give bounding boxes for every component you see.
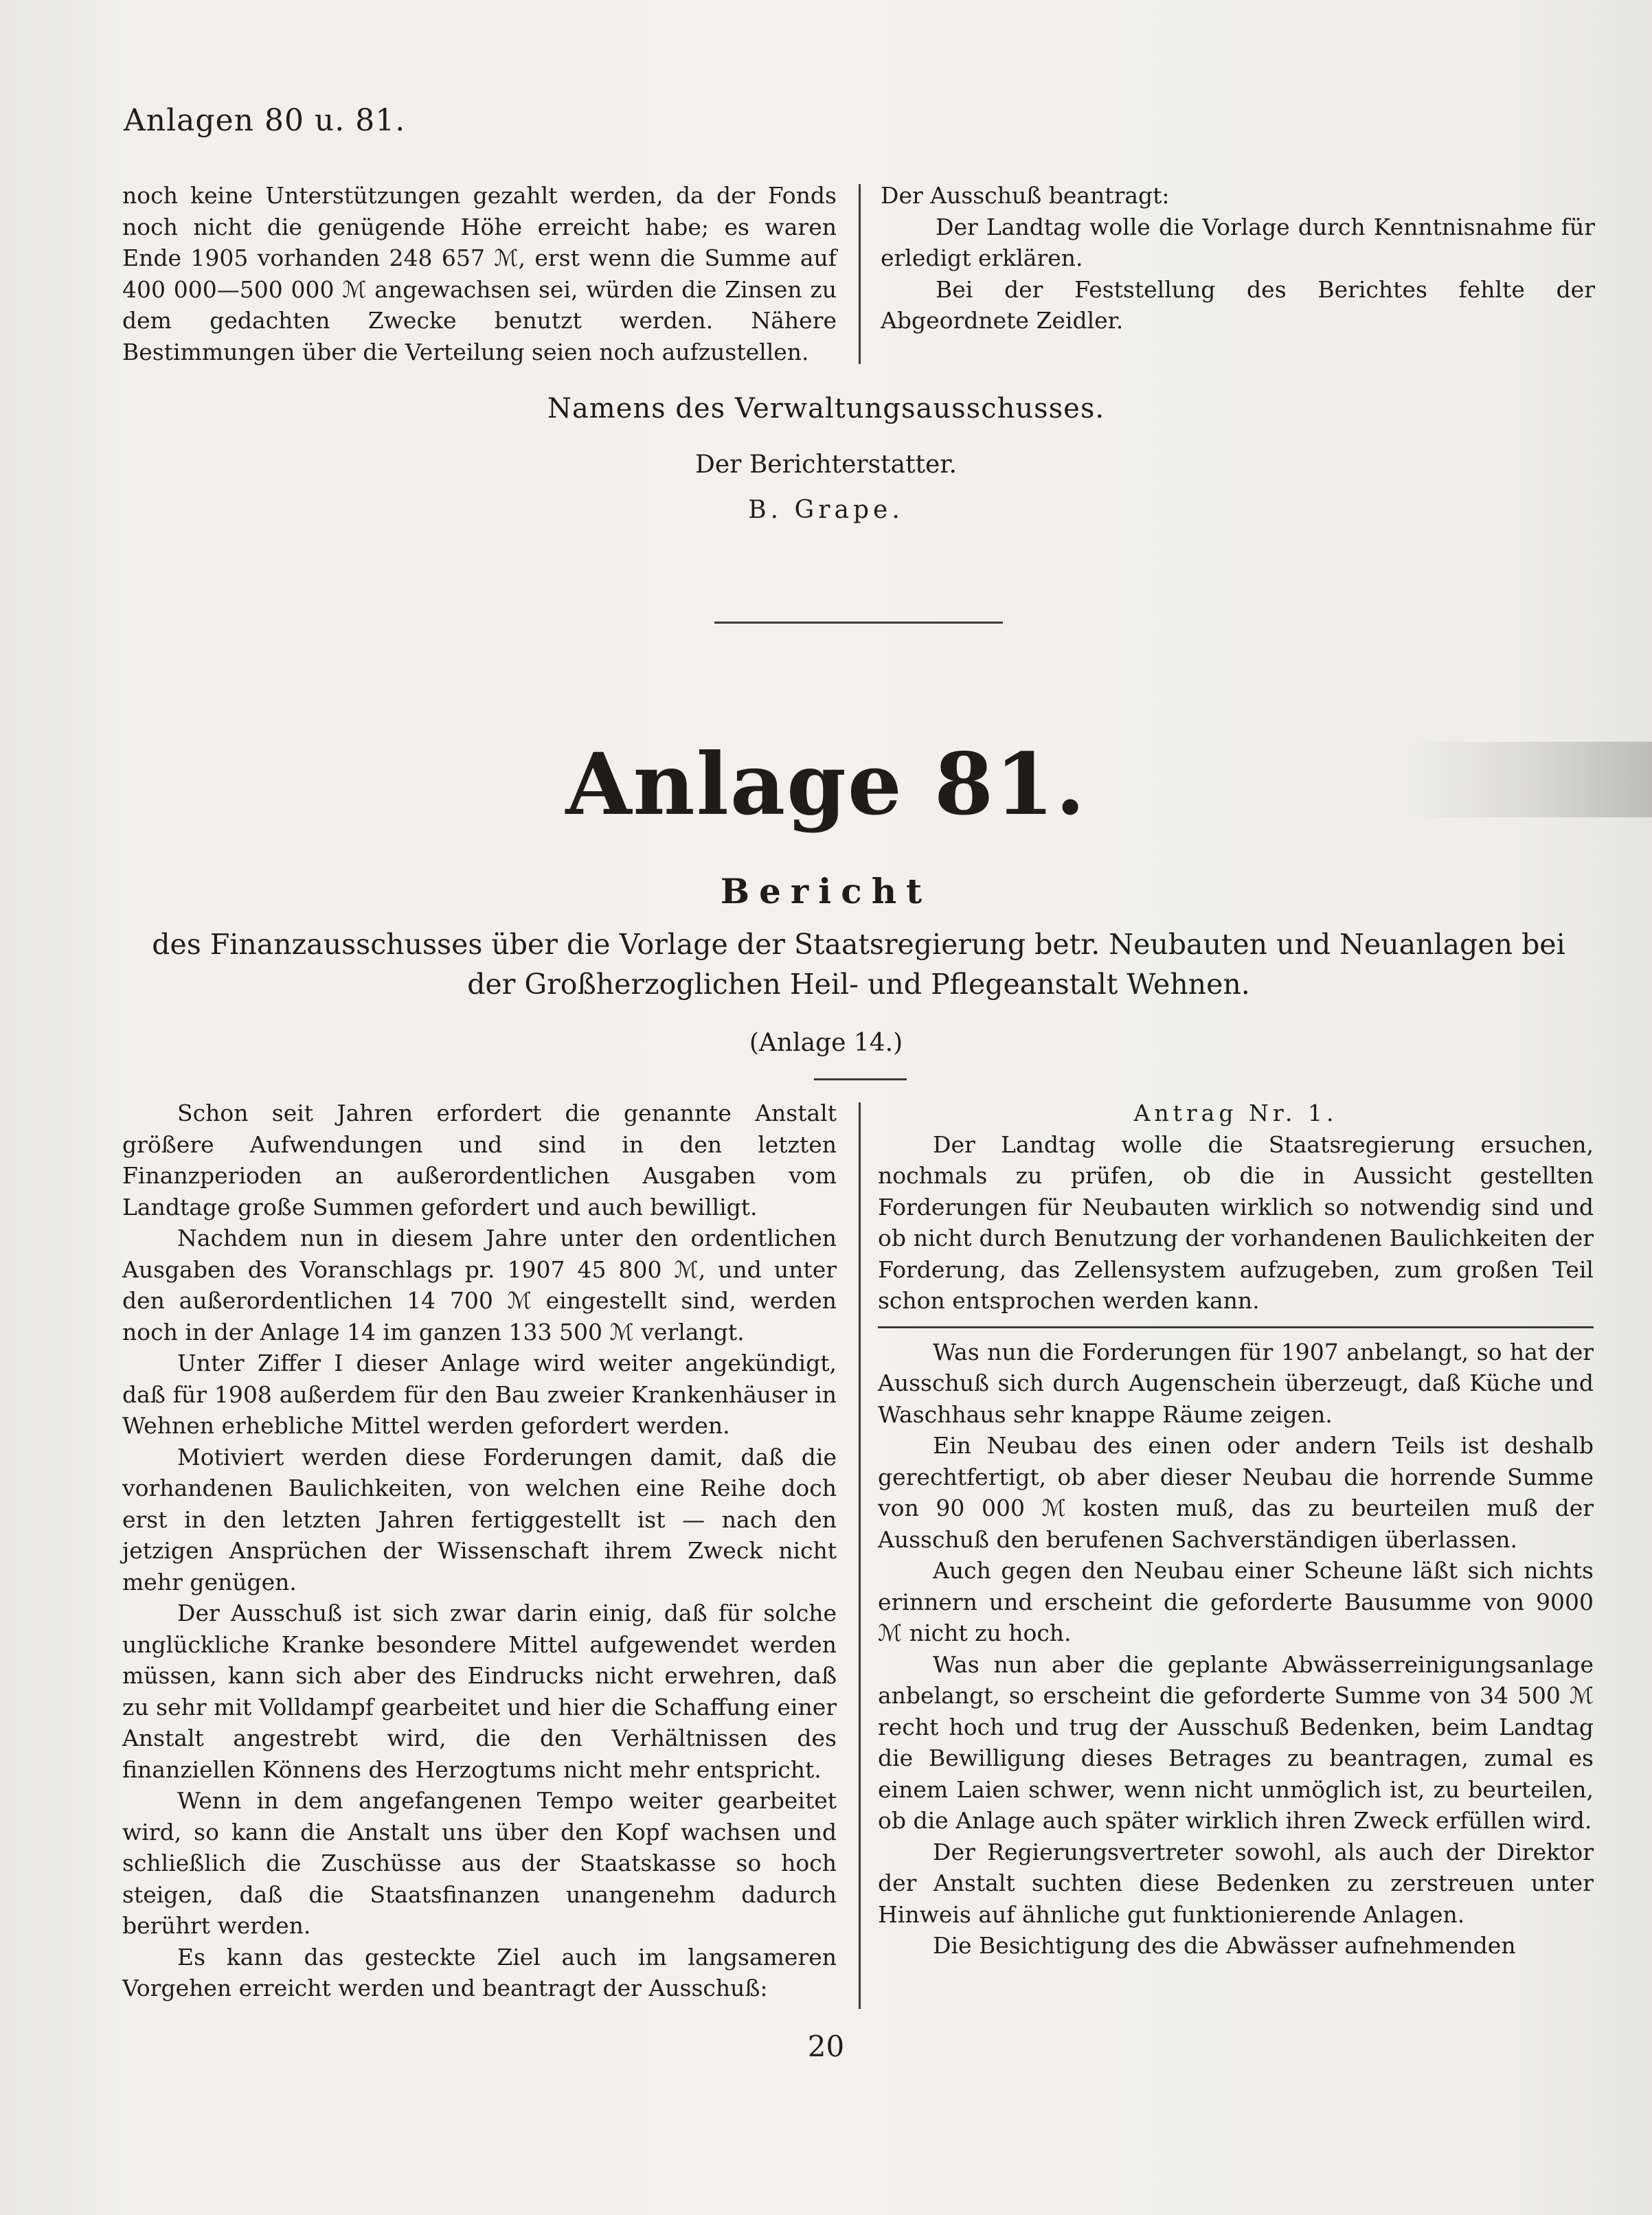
page-title: Anlage 81. [565, 735, 1087, 834]
anlage-80-right-column [881, 180, 1595, 337]
report-right-column [878, 1098, 1594, 1962]
report-reference: (Anlage 14.) [749, 1029, 903, 1057]
paragraph: Motiviert werden diese Forderungen damit, daß die vorhandenen Baulichkeiten, von welchen eine Reihe doch erst in den letzten Jahren fertiggestellt ist — nach den jetzigen Ansprüchen der Wissenschaft ihrem Zweck nicht mehr genügen. [122, 1443, 837, 1595]
page-number: 20 [807, 2030, 845, 2063]
report-left-column [122, 1098, 837, 2004]
report-subtitle: des Finanzausschusses über die Vorlage der Staatsregierung betr. Neubauten und Neuanlagen bei der Großherzoglichen Heil- und Pflegeanstalt Wehnen. [152, 928, 1565, 1001]
paragraph: Was nun aber die geplante Abwässerreinigungsanlage anbelangt, so erscheint die geforderte Summe von 34 500 ℳ recht hoch und trug der Ausschuß Bedenken, beim Landtag die Bewilligung dieses Betrages zu beantragen, zumal es einem Laien schwer, wenn nicht unmöglich ist, zu beurteilen, ob die Anlage auch später wirklich ihren Zweck erfüllen wird. [878, 1650, 1594, 1834]
paragraph: Der Regierungsvertreter sowohl, als auch der Direktor der Anstalt suchten diese Bedenken zu zerstreuen unter Hinweis auf ähnliche gut funktionierende Anlagen. [878, 1838, 1594, 1928]
paragraph: noch keine Unterstützungen gezahlt werden, da der Fonds noch nicht die genügende Höhe erreicht habe; es waren Ende 1905 vorhanden 248 657 ℳ, erst wenn die Summe auf 400 000—500 000 ℳ angewachsen sei, würden die Zinsen zu dem gedachten Zwecke benutzt werden. Nähere Bestimmungen über die Verteilung seien noch aufzustellen. [122, 182, 837, 365]
antrag-text: Der Landtag wolle die Staatsregierung ersuchen, nochmals zu prüfen, ob die in Aussicht gestellten Forderungen für Neubauten wirklich so notwendig sind und ob nicht durch Benutzung der vorhandenen Baulichkeiten der Forderung, das Zellensystem aufzugeben, zum großen Teil schon entsprochen werden kann. [878, 1131, 1594, 1314]
signature-name: B. Grape. [748, 496, 904, 524]
paragraph: Wenn in dem angefangenen Tempo weiter gearbeitet wird, so kann die Anstalt uns über den Kopf wachsen und schließlich die Zuschüsse aus der Staatskasse so hoch steigen, daß die Staatsfinanzen unangenehm dadurch berührt werden. [122, 1787, 837, 1939]
paragraph: Auch gegen den Neubau einer Scheune läßt sich nichts erinnern und erscheint die geforderte Bausumme von 9000 ℳ nicht zu hoch. [878, 1557, 1594, 1646]
anlage-80-left-column [122, 180, 837, 367]
paragraph: Die Besichtigung des die Abwässer aufnehmenden [933, 1932, 1516, 1959]
paragraph: Schon seit Jahren erfordert die genannte Anstalt größere Aufwendungen und sind in den letzten Finanzperioden an außerordentlichen Ausgaben vom Landtage große Summen gefordert und auch bewilligt. [122, 1100, 837, 1220]
antrag-separator [878, 1326, 1594, 1328]
paragraph: Der Ausschuß beantragt: [881, 182, 1170, 209]
report-heading: Bericht [720, 871, 932, 911]
paragraph: Bei der Feststellung des Berichtes fehlte der Abgeordnete Zeidler. [881, 275, 1595, 334]
paragraph: Es kann das gesteckte Ziel auch im langsameren Vorgehen erreicht werden und beantragt der Ausschuß: [122, 1943, 837, 2001]
antrag-heading: Antrag Nr. 1. [1133, 1100, 1338, 1126]
column-divider [859, 1102, 861, 2009]
column-divider [859, 184, 861, 364]
paragraph: Unter Ziffer I dieser Anlage wird weiter angekündigt, daß für 1908 außerdem für den Bau zweier Krankenhäuser in Wehnen erhebliche Mittel werden gefordert werden. [122, 1350, 837, 1439]
section-separator [714, 622, 1003, 624]
signature-role: Der Berichterstatter. [695, 451, 957, 479]
heading-separator [814, 1078, 907, 1080]
paragraph: Nachdem nun in diesem Jahre unter den ordentlichen Ausgaben des Voranschlags pr. 1907 45 800 ℳ, und unter den außerordentlichen 14 700 ℳ eingestellt sind, werden noch in der Anlage 14 im ganzen 133 500 ℳ verlangt. [122, 1225, 837, 1345]
running-head: Anlagen 80 u. 81. [124, 103, 406, 138]
paragraph: Der Landtag wolle die Vorlage durch Kenntnisnahme für erledigt erklären. [881, 213, 1595, 271]
signature-committee: Namens des Verwaltungsausschusses. [547, 393, 1105, 424]
paragraph: Ein Neubau des einen oder andern Teils ist deshalb gerechtfertigt, ob aber dieser Neubau die horrende Summe von 90 000 ℳ kosten muß, das zu beurteilen muß der Ausschuß den berufenen Sachverständigen überlassen. [878, 1432, 1594, 1553]
paragraph: Was nun die Forderungen für 1907 anbelangt, so hat der Ausschuß sich durch Augenschein überzeugt, daß Küche und Waschhaus sehr knappe Räume zeigen. [878, 1338, 1594, 1428]
paragraph: Der Ausschuß ist sich zwar darin einig, daß für solche unglückliche Kranke besondere Mittel aufgewendet werden müssen, kann sich aber des Eindrucks nicht erwehren, daß zu sehr mit Volldampf gearbeitet und hier die Schaffung einer Anstalt angestrebt wird, die den Verhältnissen des finanziellen Könnens des Herzogtums nicht mehr entspricht. [122, 1600, 837, 1783]
